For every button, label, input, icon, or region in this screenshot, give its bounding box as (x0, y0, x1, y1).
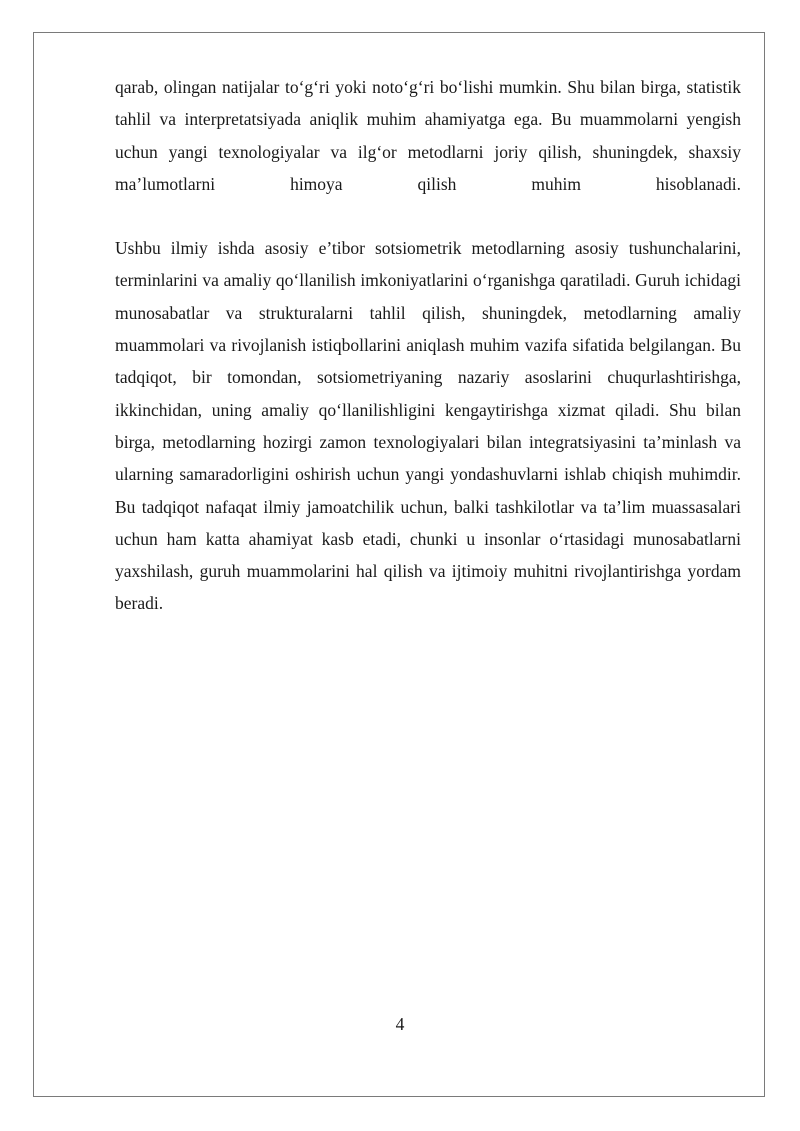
document-body (115, 71, 741, 620)
paragraph: Ushbu ilmiy ishda asosiy e’tibor sotsiometrik metodlarning asosiy tushunchalarini, terminlarini va amaliy qo‘llanilish imkoniyatlarini o‘rganishga qaratiladi. Guruh ichidagi munosabatlar va strukturalarni tahlil qilish, shuningdek, metodlarning amaliy muammolari va rivojlanish istiqbollarini aniqlash muhim vazifa sifatida belgilangan. Bu tadqiqot, bir tomondan, sotsiometriyaning nazariy asoslarini chuqurlashtirishga, ikkinchidan, uning amaliy qo‘llanilishligini kengaytirishga xizmat qiladi. Shu bilan birga, metodlarning hozirgi zamon texnologiyalari bilan integratsiyasini ta’minlash va ularning samaradorligini oshirish uchun yangi yondashuvlarni ishlab chiqish muhimdir. Bu tadqiqot nafaqat ilmiy jamoatchilik uchun, balki tashkilotlar va ta’lim muassasalari uchun ham katta ahamiyat kasb etadi, chunki u insonlar o‘rtasidagi munosabatlarni yaxshilash, guruh muammolarini hal qilish va ijtimoiy muhitni rivojlantirishga yordam beradi. (115, 238, 741, 614)
page-number: 4 (395, 1014, 405, 1034)
paragraph: qarab, olingan natijalar to‘g‘ri yoki noto‘g‘ri bo‘lishi mumkin. Shu bilan birga, statistik tahlil va interpretatsiyada aniqlik muhim ahamiyatga ega. Bu muammolarni yengish uchun yangi texnologiyalar va ilg‘or metodlarni joriy qilish, shuningdek, shaxsiy ma’lumotlarni himoya qilish muhim hisoblanadi. (115, 77, 741, 194)
